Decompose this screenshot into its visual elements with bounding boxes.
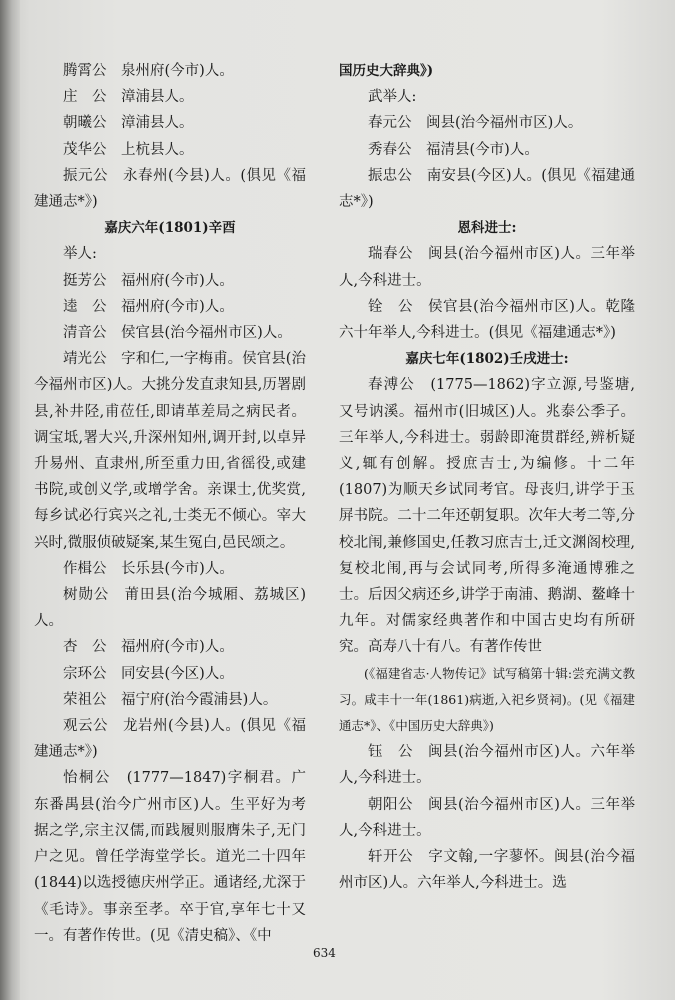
- right-column-paragraph: 朝阳公 闽县(治今福州市区)人。三年举人,今科进士。: [339, 796, 635, 839]
- left-column-paragraph: 振元公 永春州(今县)人。(俱见《福建通志*》): [34, 167, 306, 211]
- left-column-paragraph: 举人:: [63, 246, 97, 263]
- right-column-paragraph: 轩开公 字文翰,一字蓼怀。闽县(治今福州市区)人。六年举人,今科进士。选: [339, 849, 635, 892]
- left-column-paragraph: 嘉庆六年(1801)辛酉: [104, 220, 236, 237]
- right-column-paragraph: 瑞春公 闽县(治今福州市区)人。三年举人,今科进士。: [339, 246, 635, 289]
- left-column-paragraph: 宗环公 同安县(今区)人。: [63, 665, 234, 682]
- left-column-paragraph: 作楫公 长乐县(今市)人。: [63, 560, 234, 577]
- right-text-column: [339, 58, 635, 897]
- right-column-paragraph: (《福建省志·人物传记》试写稿第十辑:尝充满文教习。咸丰十一年(1861)病逝,入祀乡贤祠)。(见《福建通志*》、《中国历史大辞典》): [339, 665, 635, 734]
- right-column-paragraph: 铨 公 侯官县(治今福州市区)人。乾隆六十年举人,今科进士。(俱见《福建通志*》): [339, 298, 635, 342]
- left-column-paragraph: 朝曦公 漳浦县人。: [63, 115, 194, 132]
- left-text-column: [34, 58, 306, 949]
- right-column-paragraph: 钰 公 闽县(治今福州市区)人。六年举人,今科进士。: [339, 744, 635, 787]
- left-column-paragraph: 挺芳公 福州府(今市)人。: [63, 272, 234, 289]
- right-column-paragraph: 秀春公 福清县(今市)人。: [368, 141, 539, 158]
- right-column-paragraph: 振忠公 南安县(今区)人。(俱见《福建通志*》): [339, 167, 635, 211]
- right-column-paragraph: 春元公 闽县(治今福州市区)人。: [368, 115, 583, 132]
- right-column-paragraph: 嘉庆七年(1802)壬戌进士:: [405, 351, 569, 368]
- right-column-paragraph: 国历史大辞典》): [339, 63, 434, 79]
- book-gutter-shadow: [0, 0, 20, 1000]
- left-column-paragraph: 杏 公 福州府(今市)人。: [63, 639, 234, 656]
- right-column-paragraph: 恩科进士:: [457, 220, 517, 237]
- left-column-paragraph: 庄 公 漳浦县人。: [63, 89, 194, 106]
- left-column-paragraph: 逵 公 福州府(今市)人。: [63, 298, 234, 315]
- left-column-paragraph: 怡桐公 (1777—1847)字桐君。广东番禺县(治今广州市区)人。生平好为考据之学,宗主汉儒,而践履则服膺朱子,无门户之见。曾任学海堂学长。道光二十四年(1844)以选授德庆州学正。通诸经,尤深于《毛诗》。事亲至孝。卒于官,享年七十又一。有著作传世。(见《清史稿》、《中: [34, 770, 306, 944]
- left-column-paragraph: 观云公 龙岩州(今县)人。(俱见《福建通志*》): [34, 718, 306, 761]
- left-column-paragraph: 荣祖公 福宁府(治今霞浦县)人。: [63, 691, 278, 708]
- left-column-paragraph: 靖光公 字和仁,一字梅甫。侯官县(治今福州市区)人。大挑分发直隶知县,历署剧县,补井陉,甫莅任,即请革差局之病民者。调宝坻,署大兴,升深州知州,调开封,以卓异升易州、直隶州,所至重力田,省徭役,或建书院,或创义学,或增学舍。亲课士,优奖赏,每乡试必行宾兴之礼,士类无不倾心。宰大兴时,微服侦破疑案,某生冤白,邑民颂之。: [34, 351, 306, 551]
- left-column-paragraph: 树勋公 莆田县(治今城厢、荔城区)人。: [34, 587, 306, 630]
- left-column-paragraph: 腾霄公 泉州府(今市)人。: [63, 63, 234, 79]
- left-column-paragraph: 清音公 侯官县(治今福州市区)人。: [63, 325, 292, 342]
- page-number: 634: [313, 946, 336, 960]
- right-column-paragraph: 武举人:: [368, 89, 417, 106]
- left-column-paragraph: 茂华公 上杭县人。: [63, 141, 194, 158]
- right-column-paragraph: 春溥公 (1775—1862)字立源,号鉴塘,又号讷溪。福州市(旧城区)人。兆泰公季子。三年举人,今科进士。弱龄即淹贯群经,辨析疑义,辄有创解。授庶吉士,为编修。十二年(1807)为顺天乡试同考官。母丧归,讲学于玉屏书院。二十二年还朝复职。次年大考二等,分校北闱,兼修国史,任教习庶吉士,迁文渊阁校理,复校北闱,再与会试同考,所得多淹通博雅之士。后因父病还乡,讲学于南浦、鹅湖、鳌峰十九年。对儒家经典著作和中国古史均有所研究。高寿八十有八。有著作传世: [339, 377, 635, 656]
